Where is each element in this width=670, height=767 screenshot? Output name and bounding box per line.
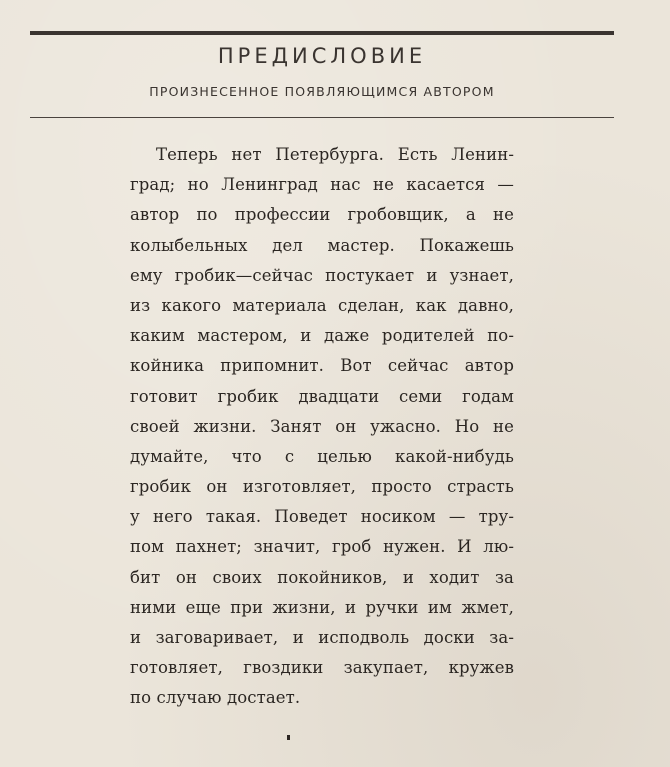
text-line: каким мастером, и даже родителей по- [130,326,514,346]
text-line: из какого материала сделан, как давно, [130,295,514,315]
text-line: у него такая. Поведет носиком — тру- [130,507,514,527]
text-line: град; но Ленинград нас не касается — [130,175,514,195]
text-line: пом пахнет; значит, гроб нужен. И лю- [130,537,514,557]
preface-text [130,140,514,714]
text-line: готовит гробик двадцати семи годам [130,386,514,406]
text-line: Теперь нет Петербурга. Есть Ленин- [156,145,514,164]
text-line: своей жизни. Занят он ужасно. Но не [130,416,514,436]
text-line: думайте, что с целью какой-нибудь [130,446,514,466]
ink-speck [287,735,290,740]
header-rule [30,117,614,118]
text-line: гробик он изготовляет, просто страсть [130,477,514,497]
top-rule [30,31,614,35]
text-line: автор по профессии гробовщик, а не [130,205,514,225]
text-line: готовляет, гвоздики закупает, кружев [130,658,514,678]
text-line: койника припомнит. Вот сейчас автор [130,356,514,376]
text-line: ему гробик—сейчас постукает и узнает, [130,265,514,285]
text-line: ними еще при жизни, и ручки им жмет, [130,597,514,617]
text-line: по случаю достает. [130,688,301,708]
page-title: ПРЕДИСЛОВИЕ [217,44,427,68]
text-line: колыбельных дел мастер. Покажешь [130,235,514,255]
text-line: и заговаривает, и исподволь доски за- [130,628,514,647]
page-subtitle: ПРОИЗНЕСЕННОЕ ПОЯВЛЯЮЩИМСЯ АВТОРОМ [149,84,495,99]
text-line: бит он своих покойников, и ходит за [130,567,514,587]
